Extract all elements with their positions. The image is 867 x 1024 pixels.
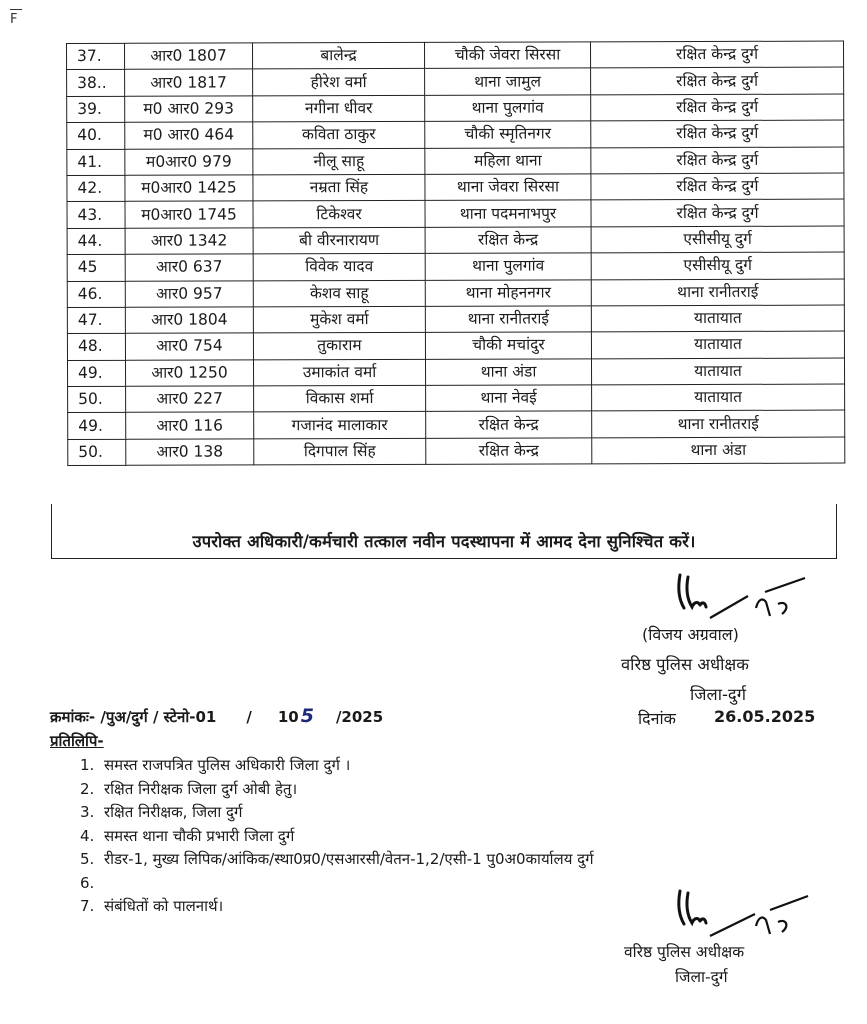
- serial-number: 43.: [67, 202, 125, 229]
- to-posting: थाना अंडा: [592, 437, 845, 464]
- signatory-name: (विजय अग्रवाल): [642, 625, 739, 644]
- copy-to-item-text: रक्षित निरीक्षक जिला दुर्ग ओबी हेतु।: [104, 779, 298, 798]
- employee-name: नीलू साहू: [253, 148, 425, 175]
- from-posting: थाना पुलगांव: [425, 253, 591, 280]
- serial-number: 45: [67, 254, 125, 281]
- signatory-2-title: वरिष्ठ पुलिस अधीक्षक: [624, 943, 745, 961]
- copy-to-item: [80, 778, 594, 802]
- order-number-printed: 10: [277, 708, 299, 726]
- order-number-line: [50, 705, 383, 727]
- employee-name: केशव साहू: [253, 280, 425, 307]
- copy-to-item: [80, 872, 594, 896]
- table-row: [67, 252, 844, 281]
- from-posting: थाना पदमनाभपुर: [425, 200, 591, 227]
- from-posting: थाना जामुल: [425, 68, 591, 95]
- copy-to-item: [80, 801, 594, 825]
- serial-number: 49.: [67, 360, 125, 387]
- table-row: [67, 120, 844, 149]
- copy-to-item-number: 2.: [80, 779, 95, 798]
- copy-to-item-text: रक्षित निरीक्षक, जिला दुर्ग: [104, 803, 243, 821]
- to-posting: एसीसीयू दुर्ग: [591, 252, 844, 279]
- employee-id: म0 आर0 464: [125, 122, 253, 149]
- order-prefix: क्रमांकः- /पुअ/दुर्ग / स्टेनो-01: [50, 708, 217, 726]
- table-row: [68, 411, 845, 440]
- to-posting: रक्षित केन्द्र दुर्ग: [591, 173, 844, 200]
- table-row: [67, 147, 844, 176]
- copy-to-item: [80, 825, 594, 849]
- copy-to-item: [80, 754, 594, 778]
- serial-number: 40.: [67, 122, 125, 149]
- copy-to-item-text: समस्त थाना चौकी प्रभारी जिला दुर्ग: [104, 826, 295, 845]
- table-row: [67, 305, 844, 334]
- serial-number: 44.: [67, 228, 125, 255]
- employee-id: आर0 957: [125, 280, 253, 307]
- from-posting: थाना मोहननगर: [425, 279, 591, 306]
- serial-number: 49.: [68, 413, 126, 440]
- serial-number: 41.: [67, 149, 125, 176]
- copy-to-list: [80, 754, 594, 919]
- table-row: [67, 173, 844, 202]
- from-posting: चौकी जेवरा सिरसा: [424, 42, 590, 69]
- signature-2: [670, 888, 820, 938]
- from-posting: थाना पुलगांव: [425, 95, 591, 122]
- from-posting: थाना नेवई: [426, 385, 592, 412]
- from-posting: चौकी स्मृतिनगर: [425, 121, 591, 148]
- employee-id: आर0 227: [126, 386, 254, 413]
- to-posting: यातायात: [591, 358, 844, 385]
- from-posting: रक्षित केन्द्र: [425, 227, 591, 254]
- employee-id: आर0 1342: [125, 228, 253, 255]
- table-row: [67, 94, 844, 123]
- to-posting: रक्षित केन्द्र दुर्ग: [591, 120, 844, 147]
- copy-to-item-number: 1.: [80, 756, 95, 774]
- employee-id: आर0 1817: [125, 69, 253, 96]
- employee-name: मुकेश वर्मा: [253, 306, 425, 333]
- order-year: /2025: [335, 708, 384, 726]
- serial-number: 50.: [68, 439, 126, 466]
- copy-to-item: [80, 848, 594, 872]
- employee-id: म0 आर0 293: [125, 96, 253, 123]
- employee-id: आर0 637: [125, 254, 253, 281]
- serial-number: 38..: [67, 70, 125, 97]
- signatory-district: जिला-दुर्ग: [690, 685, 746, 704]
- order-slash: /: [246, 708, 252, 726]
- serial-number: 48.: [67, 334, 125, 361]
- employee-name: बी वीरनारायण: [253, 227, 425, 254]
- employee-name: उमाकांत वर्मा: [253, 359, 425, 386]
- to-posting: रक्षित केन्द्र दुर्ग: [591, 67, 844, 94]
- signature-1: [670, 572, 820, 622]
- table-row: [67, 199, 844, 228]
- employee-name: तुकाराम: [253, 333, 425, 360]
- from-posting: थाना अंडा: [425, 359, 591, 386]
- transfer-table: [66, 41, 845, 467]
- employee-id: आर0 1250: [125, 360, 253, 387]
- from-posting: रक्षित केन्द्र: [426, 411, 592, 438]
- serial-number: 47.: [67, 307, 125, 334]
- to-posting: रक्षित केन्द्र दुर्ग: [591, 199, 844, 226]
- from-posting: थाना जेवरा सिरसा: [425, 174, 591, 201]
- employee-id: आर0 116: [126, 412, 254, 439]
- employee-id: आर0 754: [125, 333, 253, 360]
- employee-name: कविता ठाकुर: [253, 122, 425, 149]
- serial-number: 42.: [67, 175, 125, 202]
- employee-id: म0आर0 1745: [125, 201, 253, 228]
- copy-to-item-number: 6.: [80, 873, 95, 892]
- order-number-handwritten: 5: [300, 705, 314, 727]
- employee-id: म0आर0 979: [125, 148, 253, 175]
- to-posting: रक्षित केन्द्र दुर्ग: [591, 94, 844, 121]
- copy-to-item-number: 5.: [80, 850, 95, 868]
- serial-number: 37.: [67, 43, 125, 70]
- copy-to-item: [80, 895, 594, 919]
- copy-to-item-number: 3.: [80, 803, 95, 821]
- to-posting: थाना रानीतराई: [592, 411, 845, 438]
- to-posting: यातायात: [591, 305, 844, 332]
- from-posting: थाना रानीतराई: [425, 306, 591, 333]
- employee-id: म0आर0 1425: [125, 175, 253, 202]
- table-row: [67, 358, 844, 387]
- to-posting: यातायात: [592, 384, 845, 411]
- employee-id: आर0 1804: [125, 307, 253, 334]
- copy-to-item-number: 7.: [80, 897, 95, 915]
- to-posting: यातायात: [591, 331, 844, 358]
- note-box: [51, 504, 837, 559]
- employee-name: टिकेश्वर: [253, 201, 425, 228]
- copy-to-item-text: समस्त राजपत्रित पुलिस अधिकारी जिला दुर्ग ।: [104, 756, 351, 774]
- employee-name: विकास शर्मा: [254, 385, 426, 412]
- serial-number: 39.: [67, 96, 125, 123]
- employee-name: गजानंद मालाकार: [254, 412, 426, 439]
- employee-name: नम्रता सिंह: [253, 174, 425, 201]
- to-posting: रक्षित केन्द्र दुर्ग: [590, 41, 843, 68]
- employee-id: आर0 1807: [125, 43, 253, 70]
- copy-to-item-text: संबंधितों को पालनार्थ।: [104, 897, 224, 915]
- employee-name: विवेक यादव: [253, 253, 425, 280]
- to-posting: थाना रानीतराई: [591, 279, 844, 306]
- copy-to-item-text: रीडर-1, मुख्य लिपिक/आंकिक/स्था0प्र0/एसआरसी/वेतन-1,2/एसी-1 पु0अ0कार्यालय दुर्ग: [104, 850, 594, 868]
- table-row: [67, 67, 844, 96]
- to-posting: रक्षित केन्द्र दुर्ग: [591, 147, 844, 174]
- instruction-note: उपरोक्त अधिकारी/कर्मचारी तत्काल नवीन पदस्थापना में आमद देना सुनिश्चित करें।: [192, 532, 696, 551]
- employee-name: हीरेश वर्मा: [253, 69, 425, 96]
- page-mark: F: [10, 12, 18, 27]
- employee-name: नगीना धीवर: [253, 95, 425, 122]
- from-posting: चौकी मचांदुर: [425, 332, 591, 359]
- copy-to-item-number: 4.: [80, 826, 95, 845]
- to-posting: एसीसीयू दुर्ग: [591, 226, 844, 253]
- employee-name: दिगपाल सिंह: [254, 438, 426, 465]
- table-row: [67, 279, 844, 308]
- from-posting: महिला थाना: [425, 147, 591, 174]
- signatory-title: वरिष्ठ पुलिस अधीक्षक: [621, 655, 749, 674]
- signatory-2-district: जिला-दुर्ग: [675, 968, 728, 986]
- serial-number: 46.: [67, 281, 125, 308]
- table-row: [68, 384, 845, 413]
- date-value: 26.05.2025: [714, 707, 816, 726]
- employee-name: बालेन्द्र: [253, 42, 425, 69]
- employee-id: आर0 138: [126, 439, 254, 466]
- table-row: [67, 226, 844, 255]
- from-posting: रक्षित केन्द्र: [426, 438, 592, 465]
- serial-number: 50.: [68, 386, 126, 413]
- table-row: [68, 437, 845, 466]
- table-row: [67, 41, 844, 70]
- table-row: [67, 331, 844, 360]
- date-label: दिनांक: [638, 709, 676, 728]
- copy-to-heading: प्रतिलिपि-: [50, 732, 104, 750]
